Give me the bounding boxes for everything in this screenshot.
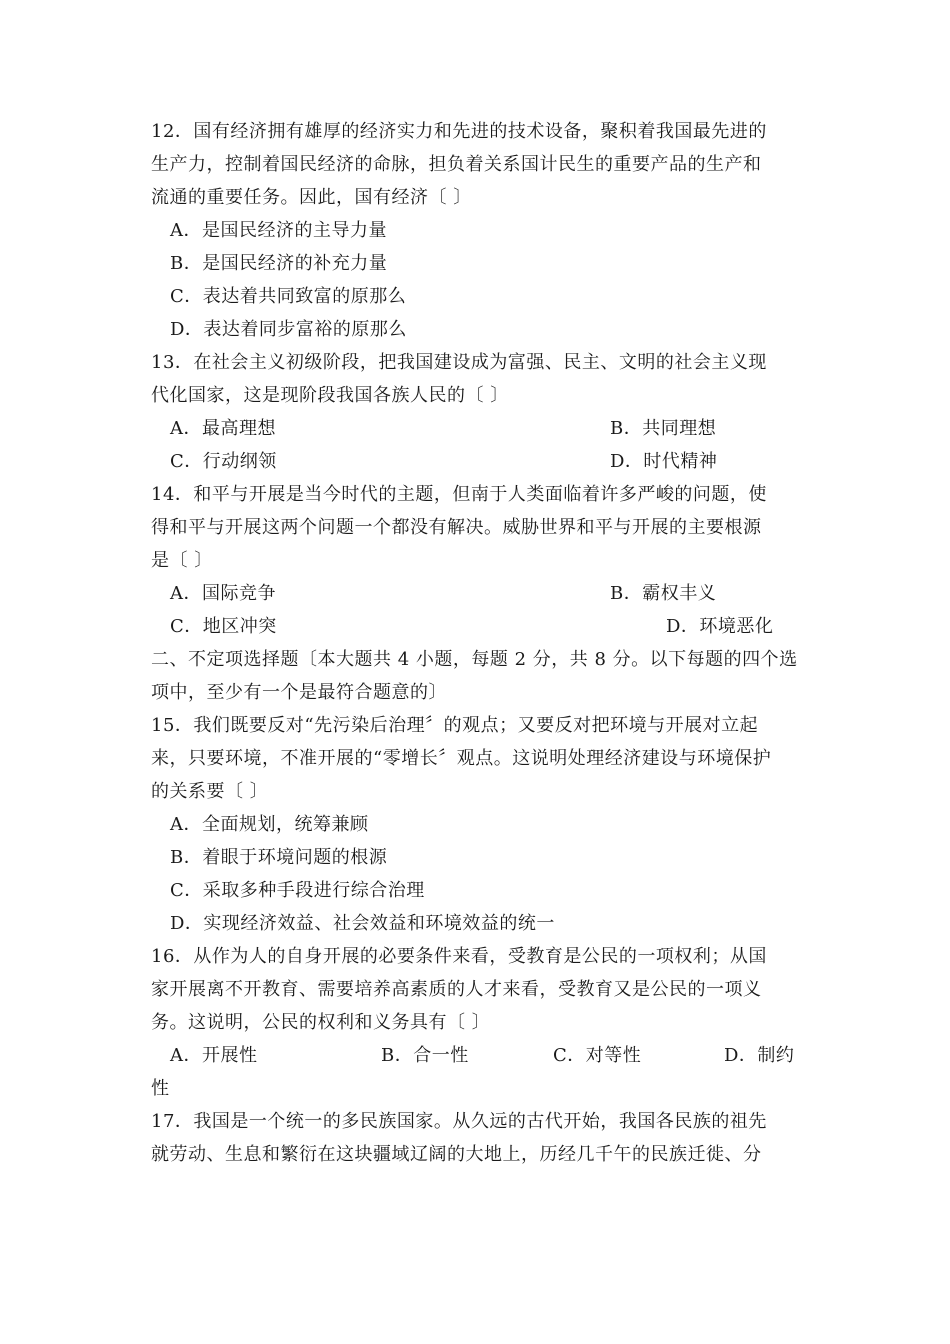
q12-option-d: D．表达着同步富裕的原那么 <box>170 319 407 340</box>
q16-option-b: B．合一性 <box>381 1045 469 1066</box>
q15-stem-line-1: 15．我们既要反对“先污染后治理〞的观点；又要反对把环境与开展对立起 <box>151 715 759 736</box>
q13-stem-line-1: 13．在社会主义初级阶段，把我国建设成为富强、民主、文明的社会主义现 <box>151 352 767 373</box>
q16-option-d-wrap: 性 <box>151 1078 170 1099</box>
q13-option-a: A．最高理想 <box>170 418 276 439</box>
q14-option-b: B．霸权丰义 <box>610 583 717 604</box>
q12-option-c: C．表达着共同致富的原那么 <box>170 286 407 307</box>
q16-option-a: A．开展性 <box>170 1045 258 1066</box>
q14-stem-line-2: 得和平与开展这两个问题一个都没有解决。威胁世界和平与开展的主要根源 <box>151 517 762 538</box>
q12-stem-line-3: 流通的重要任务。因此，国有经济〔 〕 <box>151 187 472 208</box>
q13-option-b: B．共同理想 <box>610 418 717 439</box>
q15-stem-line-2: 来，只要环境，不准开展的“零增长〞观点。这说明处理经济建设与环境保护 <box>151 748 772 769</box>
q13-stem-line-2: 代化国家，这是现阶段我国各族人民的〔 〕 <box>151 385 509 406</box>
q17-stem-line-1: 17．我国是一个统一的多民族国家。从久远的古代开始，我国各民族的祖先 <box>151 1111 767 1132</box>
q15-stem-line-3: 的关系要〔 〕 <box>151 781 269 802</box>
q12-stem-line-1: 12．国有经济拥有雄厚的经济实力和先进的技术设备，聚积着我国最先进的 <box>151 121 767 142</box>
q15-option-c: C．采取多种手段进行综合治理 <box>170 880 425 901</box>
q14-stem-line-1: 14．和平与开展是当今时代的主题，但南于人类面临着许多严峻的问题，使 <box>151 484 767 505</box>
section-2-heading-line-2: 项中，至少有一个是最符合题意的〕 <box>151 682 447 703</box>
q12-stem-line-2: 生产力，控制着国民经济的命脉，担负着关系国计民生的重要产品的生产和 <box>151 154 762 175</box>
q15-option-a: A．全面规划，统筹兼顾 <box>170 814 369 835</box>
section-2-heading-line-1: 二、不定项选择题〔本大题共 4 小题，每题 2 分，共 8 分。以下每题的四个选 <box>151 649 798 670</box>
q12-option-a: A．是国民经济的主导力量 <box>170 220 387 241</box>
q13-option-d: D．时代精神 <box>610 451 718 472</box>
q16-stem-line-1: 16．从作为人的自身开展的必要条件来看，受教育是公民的一项权利；从国 <box>151 946 767 967</box>
q13-option-c: C．行动纲领 <box>170 451 277 472</box>
q14-stem-line-3: 是〔 〕 <box>151 550 213 571</box>
q16-stem-line-2: 家开展离不开教育、需要培养高素质的人才来看，受教育又是公民的一项义 <box>151 979 762 1000</box>
q16-option-d: D．制约 <box>724 1045 795 1066</box>
q12-option-b: B．是国民经济的补充力量 <box>170 253 388 274</box>
q15-option-b: B．着眼于环境问题的根源 <box>170 847 388 868</box>
q15-option-d: D．实现经济效益、社会效益和环境效益的统一 <box>170 913 555 934</box>
q14-option-a: A．国际竞争 <box>170 583 276 604</box>
q14-option-c: C．地区冲突 <box>170 616 277 637</box>
q14-option-d: D．环境恶化 <box>666 616 774 637</box>
q16-stem-line-3: 务。这说明，公民的权利和义务具有〔 〕 <box>151 1012 491 1033</box>
q16-option-c: C．对等性 <box>553 1045 642 1066</box>
q17-stem-line-2: 就劳动、生息和繁衍在这块疆域辽阔的大地上，历经几千午的民族迁徙、分 <box>151 1144 762 1165</box>
